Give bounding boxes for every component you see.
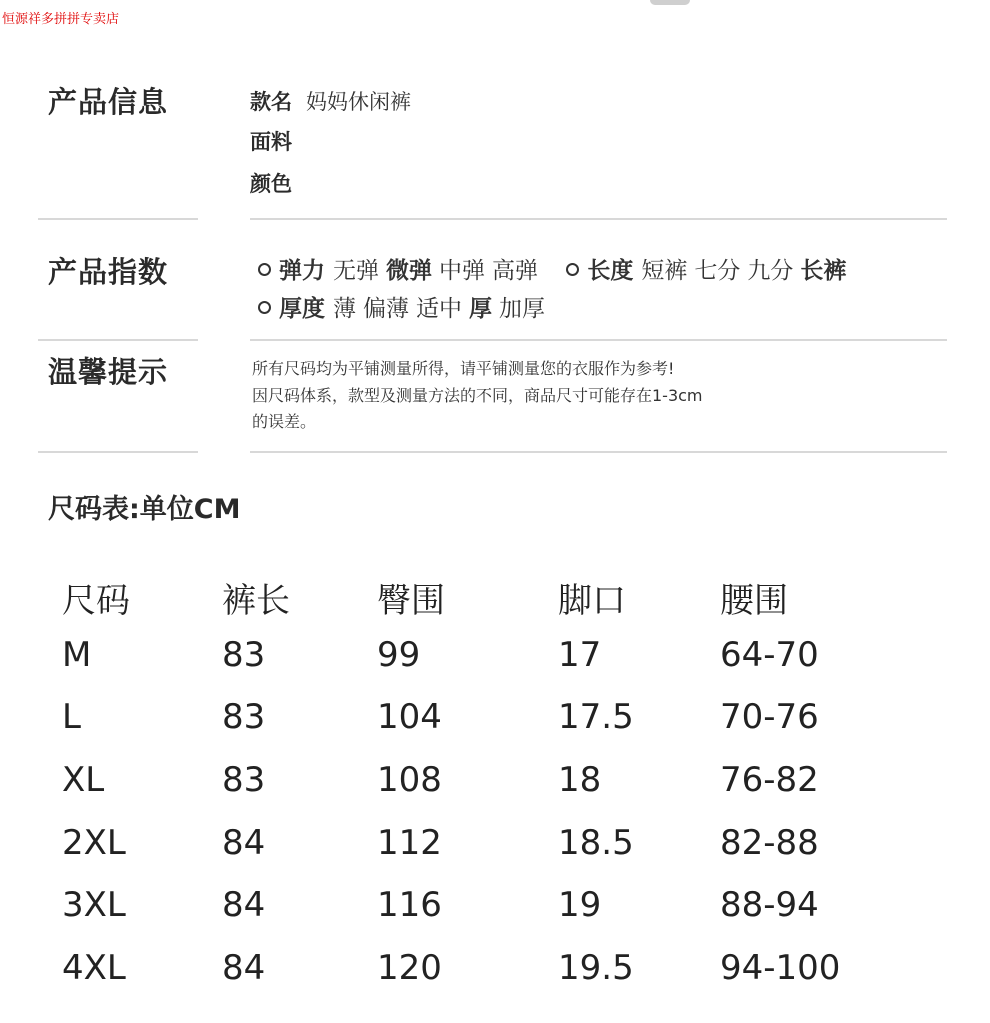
index-option-selected: 微弹 <box>386 258 432 284</box>
divider <box>250 218 947 220</box>
table-cell: 83 <box>222 760 266 800</box>
index-option: 高弹 <box>492 258 538 284</box>
product-index-title: 产品指数 <box>48 255 169 289</box>
table-cell: 19 <box>558 885 602 925</box>
product-info-title: 产品信息 <box>48 85 169 119</box>
index-option: 偏薄 <box>363 296 409 322</box>
divider <box>250 451 947 453</box>
table-cell: 84 <box>222 885 266 925</box>
table-cell: XL <box>62 760 105 800</box>
index-line-2 <box>258 290 566 323</box>
tip-line: 的误差。 <box>252 412 317 431</box>
info-row-fabric <box>250 126 306 156</box>
index-group-length <box>566 258 853 284</box>
table-cell: 84 <box>222 823 266 863</box>
index-option: 加厚 <box>499 296 545 322</box>
divider <box>38 339 198 341</box>
index-group-elasticity <box>258 258 552 284</box>
info-label: 面料 <box>250 130 292 154</box>
table-cell: 64-70 <box>720 635 819 675</box>
index-label: 弹力 <box>279 258 325 284</box>
size-chart-title: 尺码表:单位CM <box>48 494 241 525</box>
index-option: 九分 <box>747 258 794 284</box>
header-cell: 脚口 <box>558 581 626 621</box>
index-label: 长度 <box>587 258 634 284</box>
table-cell: 18.5 <box>558 823 634 863</box>
index-option: 七分 <box>694 258 741 284</box>
table-cell: 3XL <box>62 885 126 925</box>
circle-bullet-icon <box>566 263 579 276</box>
table-cell: 17.5 <box>558 697 634 737</box>
info-value: 妈妈休闲裤 <box>306 90 411 114</box>
index-option: 中弹 <box>439 258 485 284</box>
table-cell: 112 <box>377 823 442 863</box>
index-option: 无弹 <box>333 258 379 284</box>
table-cell: 19.5 <box>558 948 634 988</box>
index-option: 适中 <box>416 296 462 322</box>
table-cell: 18 <box>558 760 602 800</box>
table-cell: 83 <box>222 697 266 737</box>
store-watermark: 恒源祥多拼拼专卖店 <box>2 12 120 27</box>
index-option: 短裤 <box>641 258 688 284</box>
header-cell: 尺码 <box>62 581 130 621</box>
table-cell: 2XL <box>62 823 126 863</box>
divider <box>38 218 198 220</box>
tip-line: 所有尺码均为平铺测量所得，请平铺测量您的衣服作为参考! <box>252 359 675 378</box>
index-option-selected: 厚 <box>469 296 492 322</box>
info-row-color <box>250 168 306 198</box>
index-label: 厚度 <box>279 296 325 322</box>
info-row-style <box>250 86 411 116</box>
table-cell: 94-100 <box>720 948 841 988</box>
divider <box>250 339 947 341</box>
top-decoration <box>650 0 690 5</box>
table-cell: 108 <box>377 760 442 800</box>
table-cell: 120 <box>377 948 442 988</box>
table-cell: 17 <box>558 635 602 675</box>
table-cell: L <box>62 697 81 737</box>
table-cell: 83 <box>222 635 266 675</box>
table-cell: 88-94 <box>720 885 819 925</box>
table-cell: 70-76 <box>720 697 819 737</box>
table-cell: 4XL <box>62 948 126 988</box>
info-label: 颜色 <box>250 172 292 196</box>
circle-bullet-icon <box>258 263 271 276</box>
header-cell: 腰围 <box>720 581 788 621</box>
header-cell: 裤长 <box>222 581 290 621</box>
index-option: 薄 <box>333 296 356 322</box>
tip-line: 因尺码体系，款型及测量方法的不同，商品尺寸可能存在1-3cm <box>252 386 703 405</box>
table-cell: 82-88 <box>720 823 819 863</box>
info-label: 款名 <box>250 90 292 114</box>
table-cell: 84 <box>222 948 266 988</box>
table-cell: 116 <box>377 885 442 925</box>
index-line-1 <box>258 252 867 285</box>
divider <box>38 451 198 453</box>
index-option-selected: 长裤 <box>800 258 847 284</box>
table-cell: M <box>62 635 92 675</box>
table-cell: 76-82 <box>720 760 819 800</box>
index-group-thickness <box>258 296 552 322</box>
header-cell: 臀围 <box>377 581 445 621</box>
table-cell: 104 <box>377 697 442 737</box>
table-cell: 99 <box>377 635 421 675</box>
circle-bullet-icon <box>258 301 271 314</box>
tips-title: 温馨提示 <box>48 355 169 389</box>
